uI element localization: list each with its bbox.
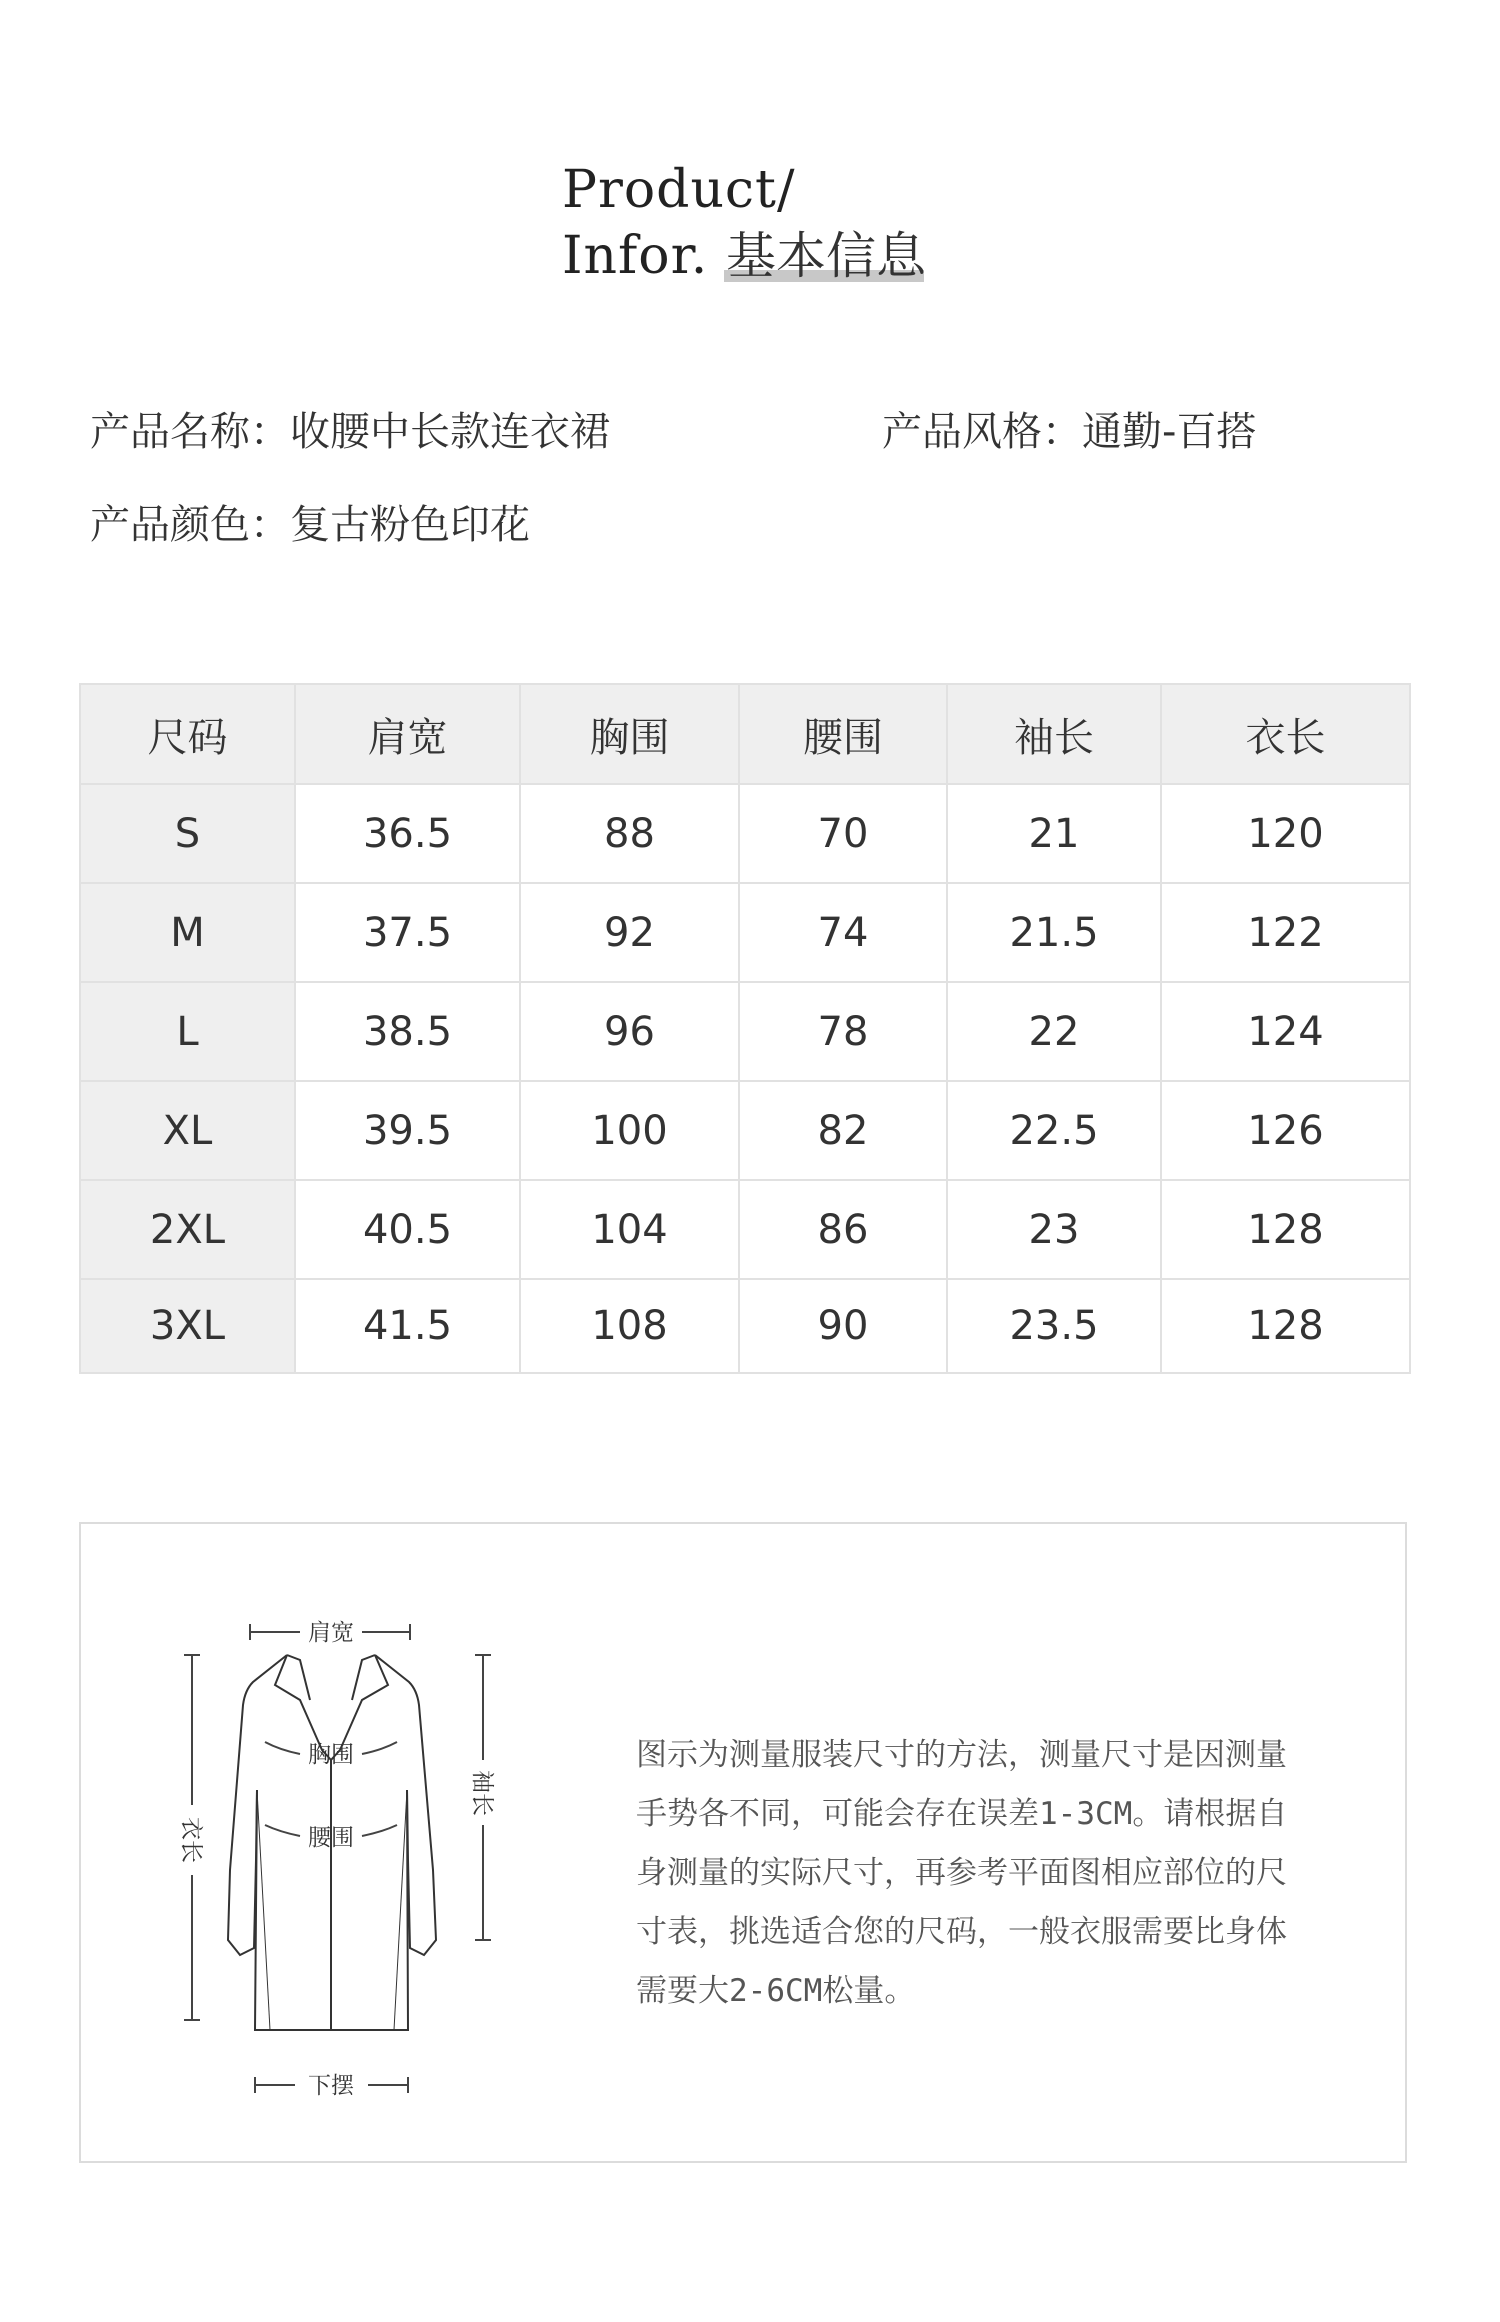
table-cell: 23.5 <box>947 1279 1161 1373</box>
table-cell: 126 <box>1161 1081 1410 1180</box>
table-cell: 86 <box>739 1180 947 1279</box>
table-cell: 104 <box>520 1180 739 1279</box>
title-line-1: Product/ <box>562 160 796 220</box>
table-cell: 70 <box>739 784 947 883</box>
measurement-description <box>636 1726 1356 2021</box>
table-cell: 122 <box>1161 883 1410 982</box>
product-style-value: 通勤-百搭 <box>1082 409 1257 455</box>
table-cell: 128 <box>1161 1180 1410 1279</box>
header-chest: 胸围 <box>520 684 739 784</box>
table-cell: 23 <box>947 1180 1161 1279</box>
header-sleeve: 袖长 <box>947 684 1161 784</box>
table-row <box>80 982 1410 1081</box>
size-cell: L <box>80 982 295 1081</box>
table-cell: 92 <box>520 883 739 982</box>
size-cell: XL <box>80 1081 295 1180</box>
product-color-row <box>90 500 530 550</box>
table-cell: 40.5 <box>295 1180 520 1279</box>
table-cell: 128 <box>1161 1279 1410 1373</box>
header-size: 尺码 <box>80 684 295 784</box>
size-cell: 2XL <box>80 1180 295 1279</box>
table-cell: 96 <box>520 982 739 1081</box>
table-row <box>80 784 1410 883</box>
product-color-label: 产品颜色： <box>90 502 290 548</box>
label-waist: 腰围 <box>308 1825 354 1851</box>
table-cell: 120 <box>1161 784 1410 883</box>
table-cell: 22 <box>947 982 1161 1081</box>
product-name-row <box>90 407 610 457</box>
label-sleeve: 袖长 <box>469 1770 495 1816</box>
size-cell: S <box>80 784 295 883</box>
description-line: 需要大2-6CM松量。 <box>636 1973 916 2009</box>
table-cell: 38.5 <box>295 982 520 1081</box>
table-cell: 100 <box>520 1081 739 1180</box>
header-shoulder: 肩宽 <box>295 684 520 784</box>
table-row <box>80 1279 1410 1373</box>
product-style-label: 产品风格： <box>882 409 1082 455</box>
table-cell: 90 <box>739 1279 947 1373</box>
table-cell: 82 <box>739 1081 947 1180</box>
size-table-header <box>80 684 1410 784</box>
size-cell: 3XL <box>80 1279 295 1373</box>
product-name-value: 收腰中长款连衣裙 <box>290 409 610 455</box>
description-line: 手势各不同，可能会存在误差1-3CM。请根据自 <box>636 1796 1288 1832</box>
label-length: 衣长 <box>178 1817 204 1863</box>
table-cell: 124 <box>1161 982 1410 1081</box>
table-row <box>80 1081 1410 1180</box>
header-length: 衣长 <box>1161 684 1410 784</box>
size-cell: M <box>80 883 295 982</box>
table-cell: 88 <box>520 784 739 883</box>
product-color-value: 复古粉色印花 <box>290 502 530 548</box>
table-row <box>80 883 1410 982</box>
table-cell: 41.5 <box>295 1279 520 1373</box>
label-shoulder: 肩宽 <box>308 1620 354 1646</box>
description-line: 图示为测量服装尺寸的方法，测量尺寸是因测量 <box>636 1737 1287 1773</box>
table-cell: 37.5 <box>295 883 520 982</box>
table-cell: 22.5 <box>947 1081 1161 1180</box>
table-cell: 78 <box>739 982 947 1081</box>
table-cell: 21 <box>947 784 1161 883</box>
description-line: 身测量的实际尺寸，再参考平面图相应部位的尺 <box>636 1855 1287 1891</box>
coat-measurement-diagram <box>150 1610 520 2110</box>
table-cell: 74 <box>739 883 947 982</box>
table-cell: 39.5 <box>295 1081 520 1180</box>
size-table <box>79 683 1411 1374</box>
label-hem: 下摆 <box>308 2073 354 2099</box>
table-cell: 108 <box>520 1279 739 1373</box>
table-cell: 21.5 <box>947 883 1161 982</box>
table-row <box>80 1180 1410 1279</box>
table-cell: 36.5 <box>295 784 520 883</box>
product-style-row <box>882 407 1256 457</box>
title-line-2-en: Infor. <box>562 226 709 286</box>
label-chest: 胸围 <box>308 1742 354 1768</box>
title-line-2-zh: 基本信息 <box>726 227 926 285</box>
product-name-label: 产品名称： <box>90 409 290 455</box>
description-line: 寸表，挑选适合您的尺码，一般衣服需要比身体 <box>636 1914 1287 1950</box>
header-waist: 腰围 <box>739 684 947 784</box>
